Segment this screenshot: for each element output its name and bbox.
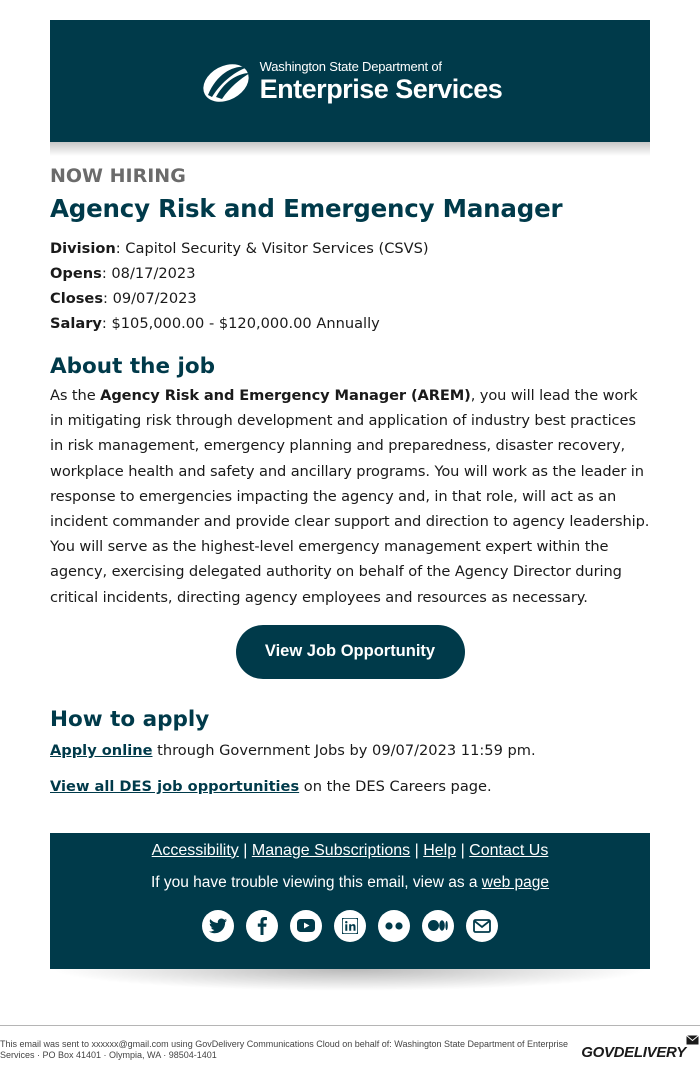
header-shadow bbox=[50, 142, 650, 156]
footer-shadow bbox=[50, 969, 650, 991]
fact-division bbox=[50, 236, 650, 261]
manage-subscriptions-link[interactable]: Manage Subscriptions bbox=[251, 841, 411, 859]
now-hiring-eyebrow: NOW HIRING bbox=[50, 165, 186, 187]
youtube-icon[interactable] bbox=[290, 910, 322, 942]
fact-salary bbox=[50, 311, 650, 336]
apply-rest: through Government Jobs by 09/07/2023 11:59 pm. bbox=[152, 741, 536, 759]
accessibility-link[interactable]: Accessibility bbox=[151, 841, 239, 859]
fact-label: Division bbox=[50, 240, 116, 257]
fact-value: : Capitol Security & Visitor Services (CSVS) bbox=[115, 240, 429, 257]
how-to-apply-heading: How to apply bbox=[50, 706, 210, 732]
email-container bbox=[50, 20, 650, 991]
all-jobs-line bbox=[50, 778, 650, 795]
logo-title: Enterprise Services bbox=[259, 73, 503, 104]
trouble-text: If you have trouble viewing this email, view as a bbox=[150, 873, 482, 891]
des-logo[interactable] bbox=[198, 57, 503, 105]
help-link[interactable]: Help bbox=[423, 841, 457, 859]
contact-us-link[interactable]: Contact Us bbox=[469, 841, 549, 859]
view-job-opportunity-button[interactable]: View Job Opportunity bbox=[236, 625, 465, 679]
fact-value: : 09/07/2023 bbox=[103, 290, 197, 307]
about-role: Agency Risk and Emergency Manager (AREM) bbox=[100, 387, 471, 404]
footer-trouble-text bbox=[50, 874, 650, 892]
apply-line bbox=[50, 742, 650, 759]
email-icon[interactable] bbox=[466, 910, 498, 942]
footer-separator: | bbox=[238, 841, 252, 859]
flickr-icon[interactable] bbox=[378, 910, 410, 942]
job-title: Agency Risk and Emergency Manager bbox=[50, 194, 563, 223]
logo-subtitle: Washington State Department of bbox=[259, 58, 442, 74]
govdelivery-envelope-icon bbox=[686, 1035, 699, 1045]
fact-value: : $105,000.00 - $120,000.00 Annually bbox=[101, 315, 380, 332]
fact-value: : 08/17/2023 bbox=[101, 265, 196, 282]
about-paragraph bbox=[50, 383, 650, 610]
footer-separator: | bbox=[410, 841, 424, 859]
header-banner bbox=[50, 20, 650, 142]
fact-label: Opens bbox=[50, 265, 102, 282]
medium-icon[interactable] bbox=[422, 910, 454, 942]
fact-label: Closes bbox=[50, 290, 104, 307]
linkedin-icon[interactable] bbox=[334, 910, 366, 942]
fact-opens bbox=[50, 261, 650, 286]
about-intro: As the bbox=[50, 387, 101, 404]
job-facts bbox=[50, 236, 650, 336]
govdelivery-logo[interactable]: GOVDELIVERY bbox=[581, 1044, 686, 1061]
apply-online-link[interactable]: Apply online bbox=[50, 741, 153, 759]
social-icons bbox=[50, 910, 650, 942]
des-swoosh-icon bbox=[198, 57, 254, 105]
footer bbox=[50, 833, 650, 969]
about-body: , you will lead the work in mitigating risk through development and application of industry best practices in risk management, emergency planning and preparedness, disaster recovery, workplace health and safety and ancillary programs. You will work as the leader in response to emergencies impacting the agency and, in that role, will act as an incident commander and provide clear support and direction to agency leadership. You will serve as the highest-level emergency management expert within the agency, exercising delegated authority on behalf of the Agency Director during critical incidents, directing agency employees and resources as necessary. bbox=[50, 387, 650, 606]
sent-to-notice: This email was sent to xxxxxx@gmail.com using GovDelivery Communications Cloud on behalf of: Washington State Department of Enterprise Services · PO Box 41401 · Olympia, WA · 98504-1401 bbox=[0, 1039, 569, 1060]
all-jobs-link[interactable]: View all DES job opportunities bbox=[50, 777, 300, 795]
fact-label: Salary bbox=[50, 315, 102, 332]
twitter-icon[interactable] bbox=[202, 910, 234, 942]
web-page-link[interactable]: web page bbox=[481, 873, 550, 891]
footer-links bbox=[50, 833, 650, 860]
footer-separator: | bbox=[456, 841, 470, 859]
about-heading: About the job bbox=[50, 354, 216, 379]
govdelivery-bar bbox=[0, 1025, 700, 1068]
all-jobs-rest: on the DES Careers page. bbox=[299, 777, 492, 795]
facebook-icon[interactable] bbox=[246, 910, 278, 942]
fact-closes bbox=[50, 286, 650, 311]
